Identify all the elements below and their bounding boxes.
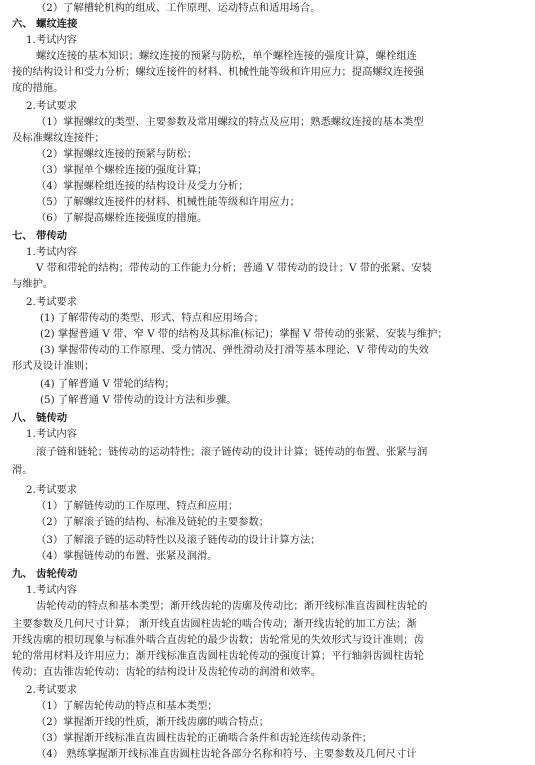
text-line: （4） 熟练掌握渐开线标准直齿圆柱齿轮各部分名称和符号、主要参数及几何尺寸计	[36, 748, 417, 760]
text-line: （4）掌握螺栓组连接的结构设计及受力分析；	[36, 180, 249, 192]
text-line: 螺纹连接的基本知识；螺纹连接的预紧与防松，单个螺栓连接的强度计算，螺栓组连	[36, 50, 417, 62]
text-line: 度的措施。	[12, 82, 64, 94]
text-line: 2.考试要求	[26, 100, 78, 112]
text-line: （2）掌握渐开线的性质，渐开线齿廓的啮合特点；	[36, 716, 270, 728]
text-line: （1）了解链传动的工作原理、特点和应用；	[36, 500, 239, 512]
text-line: （6）了解提高螺栓连接强度的措施。	[36, 212, 208, 224]
text-line: 滚子链和链轮；链传动的运动特性；滚子链传动的设计计算；链传动的布置、张紧与润	[36, 446, 428, 458]
text-line: （5）了解螺纹连接件的材料、机械性能等级和许用应力；	[36, 196, 300, 208]
text-line: 2.考试要求	[26, 296, 78, 308]
text-line: （3）掌握单个螺栓连接的强度计算；	[36, 164, 208, 176]
text-line: 齿轮传动的特点和基本类型；渐开线齿轮的齿廓及传动比；渐开线标准直齿圆柱齿轮的	[36, 600, 428, 612]
text-line: 1.考试内容	[26, 428, 78, 440]
text-line: （2）掌握螺纹连接的预紧与防松；	[36, 148, 198, 160]
text-line: (2) 掌握普通 V 带、窄 V 带的结构及其标准(标记)；掌握 V 带传动的张紧、安装与维护；	[40, 328, 448, 340]
text-line: V 带和带轮的结构；带传动的工作能力分析；普通 V 带传动的设计；V 带的张紧、安装	[36, 262, 432, 274]
text-line: （3）了解滚子链的运动特性以及滚子链传动的设计计算方法；	[36, 534, 321, 546]
text-line: 与维护。	[12, 278, 54, 290]
text-line: (1) 了解带传动的类型、形式、特点和应用场合；	[40, 312, 264, 324]
text-line: 2.考试要求	[26, 684, 78, 696]
text-line: （2）了解槽轮机构的组成、工作原理、运动特点和适用场合。	[36, 2, 321, 14]
text-line: 1.考试内容	[26, 34, 78, 46]
text-line: （4）掌握链传动的布置、张紧及润滑。	[36, 550, 218, 562]
text-line: （1）掌握螺纹的类型、主要参数及常用螺纹的特点及应用；熟悉螺纹连接的基本类型	[36, 116, 424, 128]
section-heading: 九、 齿轮传动	[12, 568, 78, 580]
text-line: 滑。	[12, 464, 33, 476]
section-heading: 六、 螺纹连接	[12, 18, 78, 30]
text-line: 形式及设计准则；	[12, 360, 95, 372]
text-line: (4) 了解普通 V 带轮的结构；	[40, 378, 175, 390]
text-line: 及标准螺纹连接件；	[12, 132, 105, 144]
section-heading: 七、 带传动	[12, 230, 68, 242]
text-line: （3）掌握渐开线标准直齿圆柱齿轮的正确啮合条件和齿轮连续传动条件；	[36, 732, 373, 744]
text-line: 2.考试要求	[26, 484, 78, 496]
section-heading: 八、 链传动	[12, 412, 68, 424]
text-line: （1）了解齿轮传动的特点和基本类型；	[36, 700, 218, 712]
text-line: 主要参数及几何尺寸计算； 渐开线直齿圆柱齿轮的啮合传动；渐开线齿轮的加工方法；渐	[12, 618, 417, 630]
text-line: (5) 了解普通 V 带传动的设计方法和步骤。	[40, 394, 237, 406]
text-line: 传动；直齿锥齿轮传动；齿轮的结构设计及齿轮传动的润滑和效率。	[12, 666, 321, 678]
text-line: （2）了解滚子链的结构、标准及链轮的主要参数；	[36, 516, 270, 528]
text-line: 1.考试内容	[26, 246, 78, 258]
text-line: 1.考试内容	[26, 584, 78, 596]
text-line: (3) 掌握带传动的工作原理、受力情况、弹性滑动及打滑等基本理论、V 带传动的失效	[40, 344, 429, 356]
text-line: 接的结构设计和受力分析；螺纹连接件的材料、机械性能等级和许用应力；提高螺纹连接强	[12, 66, 424, 78]
text-line: 轮的常用材料及许用应力；渐开线标准直齿圆柱齿轮传动的强度计算；平行轴斜齿圆柱齿轮	[12, 650, 424, 662]
text-line: 开线齿廓的根切现象与标准外啮合直齿轮的最少齿数；齿轮常见的失效形式与设计准则；齿	[12, 634, 424, 646]
